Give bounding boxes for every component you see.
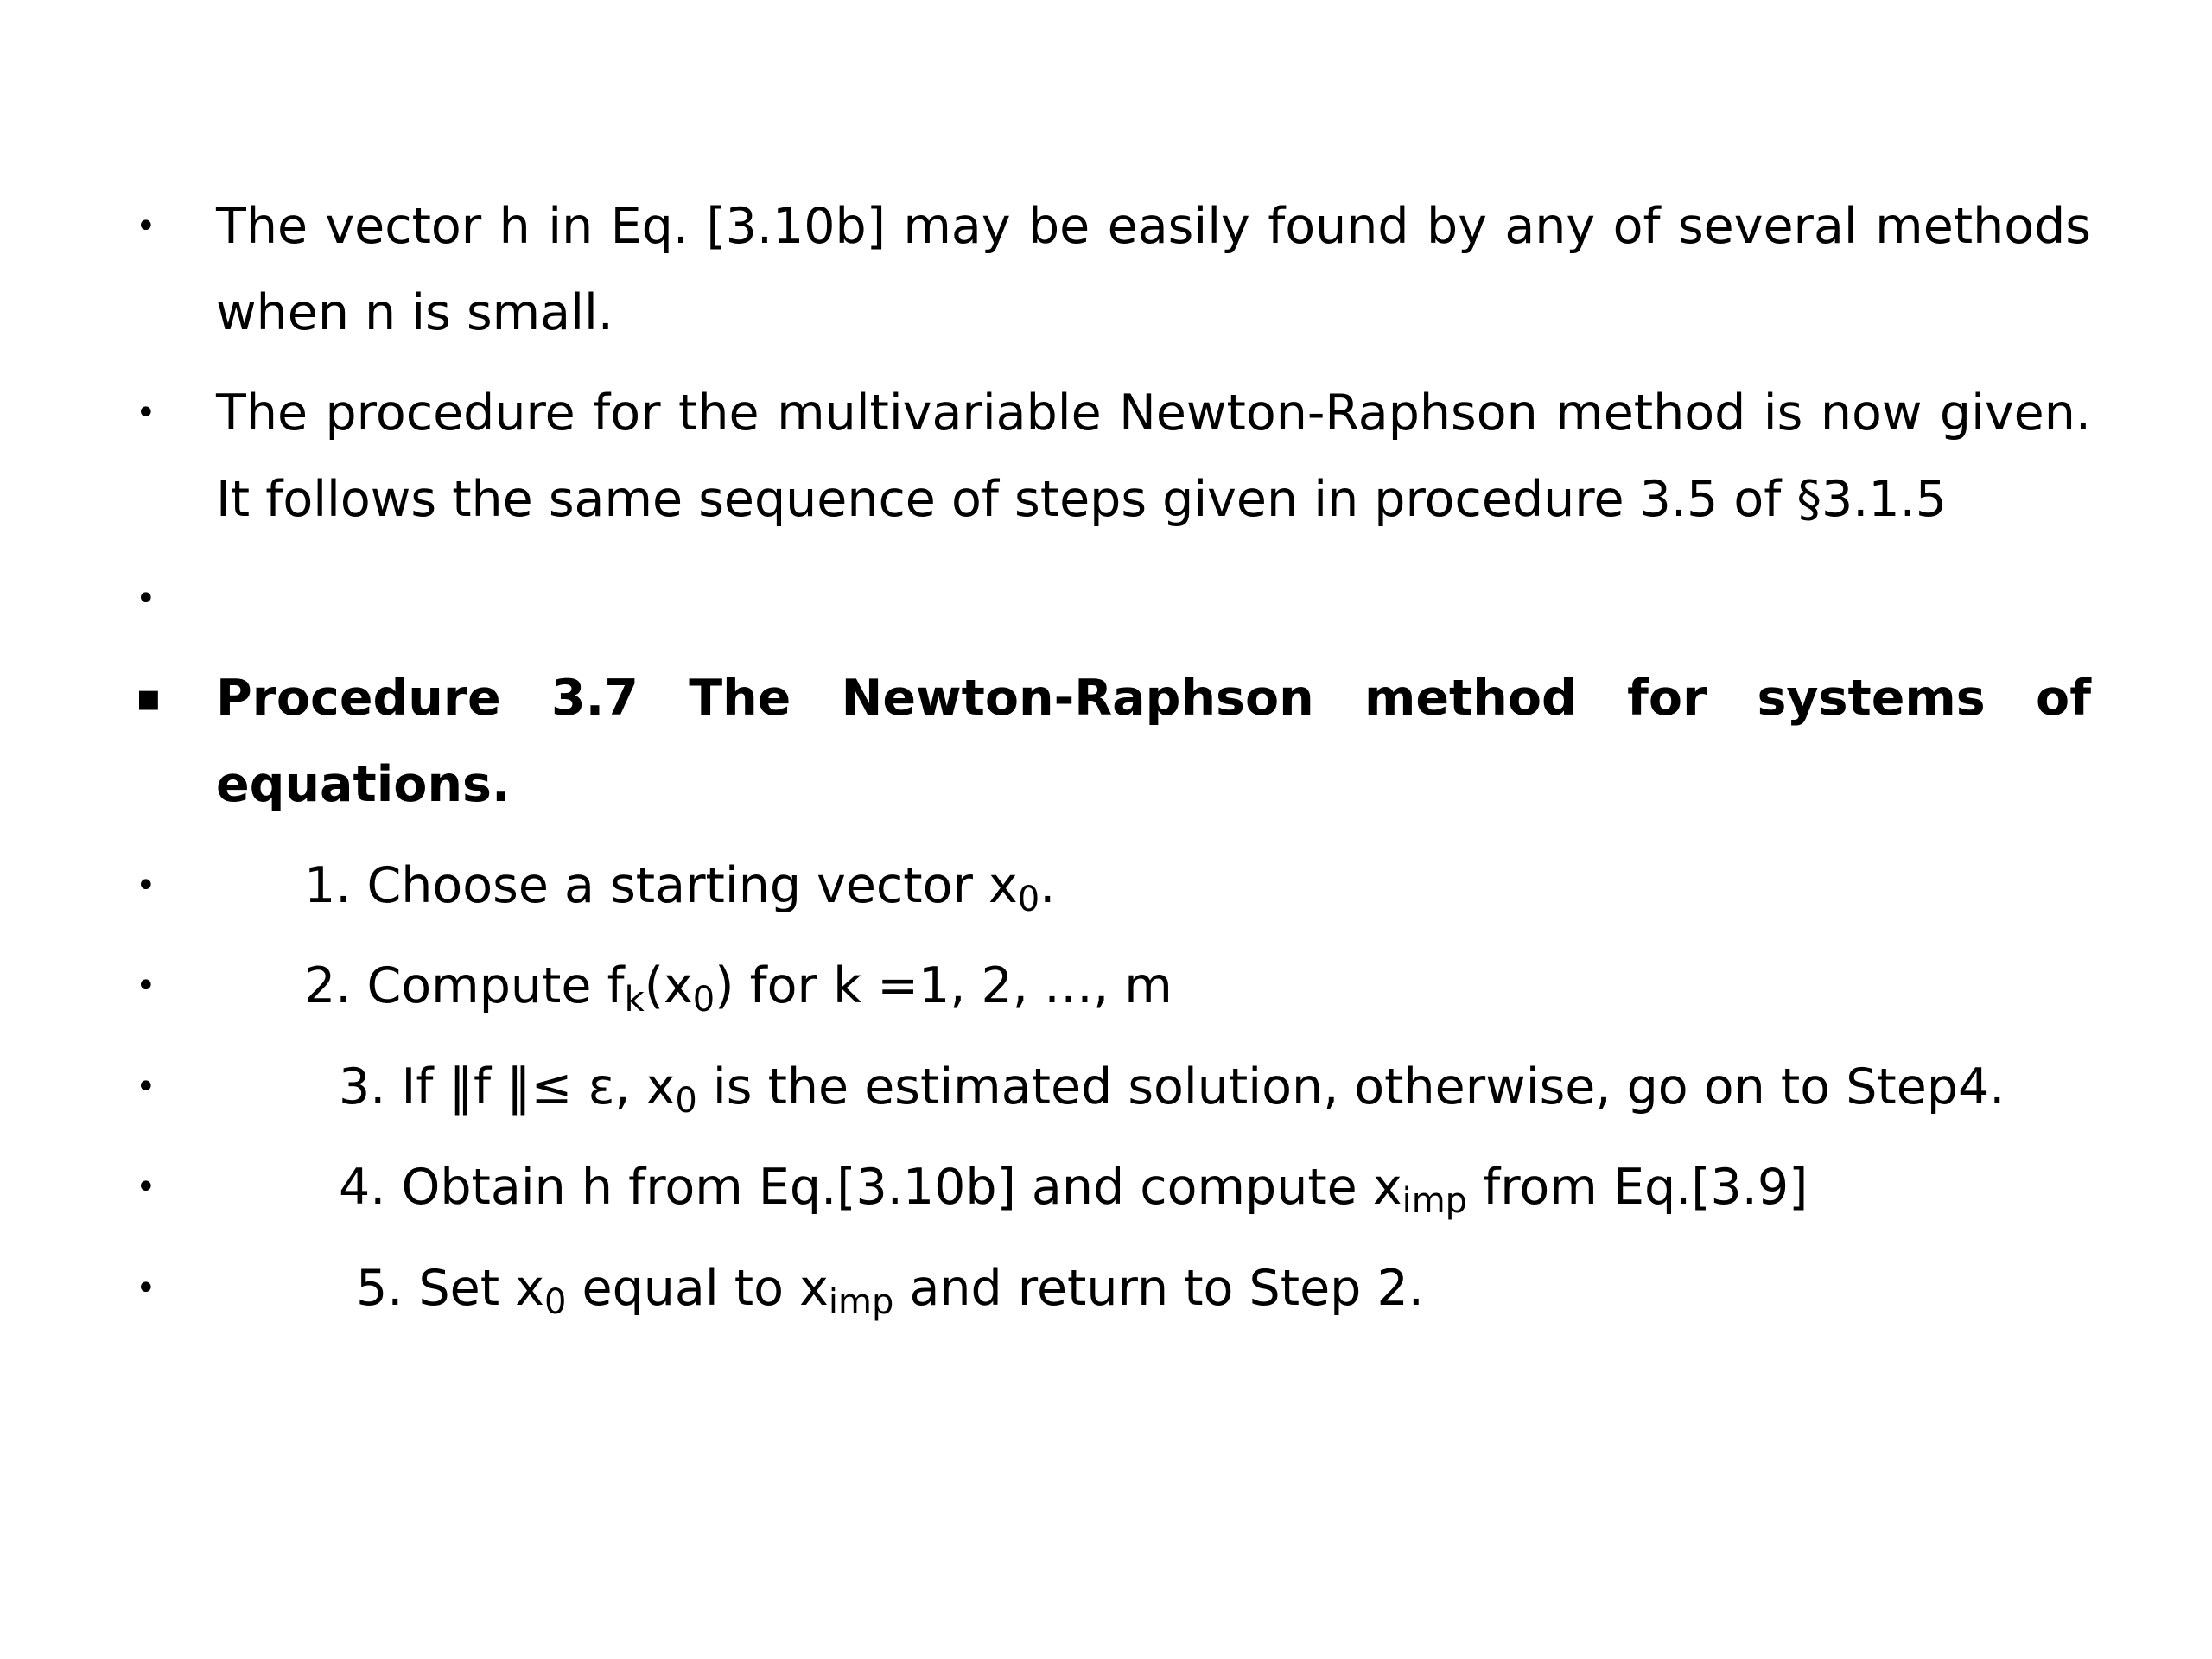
paragraph-line: It follows the same sequence of steps given in procedure 3.5 of §3.1.5 bbox=[216, 471, 1947, 528]
bullet-marker: • bbox=[136, 1268, 156, 1308]
heading-line: Procedure 3.7 The Newton-Raphson method for systems of bbox=[216, 670, 2091, 727]
paragraph-text bbox=[216, 370, 2091, 543]
bullet-marker: • bbox=[136, 866, 156, 906]
bullet-marker: • bbox=[136, 1167, 156, 1207]
bullet-marker: • bbox=[136, 579, 156, 619]
paragraph-line: The procedure for the multivariable Newton-Raphson method is now given. bbox=[216, 385, 2091, 442]
bullet-marker: • bbox=[136, 207, 156, 246]
heading-line: equations. bbox=[216, 756, 511, 813]
step-text: 2. Compute $f_k(x_0)$ for k =1, 2, …, m bbox=[304, 957, 1173, 1020]
step-text: 1. Choose a starting vector $x_0$. bbox=[304, 857, 1056, 919]
step-text: 5. Set $x_0$ equal to $x_{imp}$ and return to Step 2. bbox=[356, 1260, 1424, 1322]
square-bullet-marker: ▪ bbox=[136, 676, 162, 720]
step-text: 4. Obtain h from Eq.[3.10b] and compute $x_{imp}$ from Eq.[3.9] bbox=[339, 1159, 1808, 1221]
paragraph-line: when n is small. bbox=[216, 284, 613, 341]
paragraph-line: The vector h in Eq. [3.10b] may be easily found by any of several methods bbox=[216, 198, 2091, 255]
bullet-marker: • bbox=[136, 966, 156, 1006]
bullet-marker: • bbox=[136, 393, 156, 433]
step-text: 3. If ‖f ‖≤ ε, $x_0$ is the estimated solution, otherwise, go on to Step4. bbox=[339, 1058, 2005, 1121]
heading-text bbox=[216, 655, 2091, 828]
paragraph-text bbox=[216, 183, 2091, 356]
bullet-marker: • bbox=[136, 1067, 156, 1107]
